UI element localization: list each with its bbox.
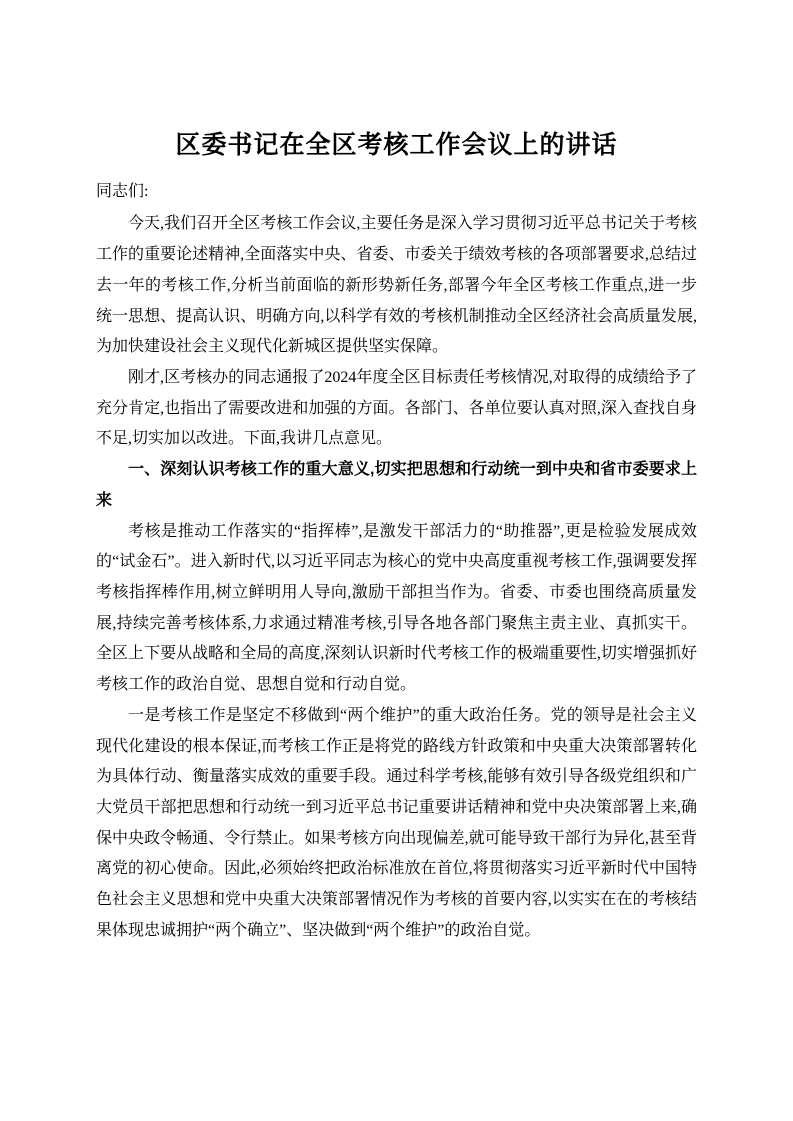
- page-title: 区委书记在全区考核工作会议上的讲话: [175, 131, 618, 159]
- paragraph-1: 今天,我们召开全区考核工作会议,主要任务是深入学习贯彻习近平总书记关于考核工作的重要论述精神,全面落实中央、省委、市委关于绩效考核的各项部署要求,总结过去一年的考核工作,分析当前面临的新形势新任务,部署今年全区考核工作重点,进一步统一思想、提高认识、明确方向,以科学有效的考核机制推动全区经济社会高质量发展,为加快建设社会主义现代化新城区提供坚实保障。: [96, 215, 697, 356]
- salutation: 同志们:: [96, 183, 149, 200]
- paragraph-4: 一是考核工作是坚定不移做到“两个维护”的重大政治任务。党的领导是社会主义现代化建设的根本保证,而考核工作正是将党的路线方针政策和中央重大决策部署转化为具体行动、衡量落实成效的重要手段。通过科学考核,能够有效引导各级党组织和广大党员干部把思想和行动统一到习近平总书记重要讲话精神和党中央决策部署上来,确保中央政令畅通、令行禁止。如果考核方向出现偏差,就可能导致干部行为异化,甚至背离党的初心使命。因此,必须始终把政治标准放在首位,将贯彻落实习近平新时代中国特色社会主义思想和党中央重大决策部署情况作为考核的首要内容,以实实在在的考核结果体现忠诚拥护“两个确立”、坚决做到“两个维护”的政治自觉。: [96, 706, 697, 939]
- paragraph-2: 刚才,区考核办的同志通报了2024年度全区目标责任考核情况,对取得的成绩给予了充分肯定,也指出了需要改进和加强的方面。各部门、各单位要认真对照,深入查找自身不足,切实加以改进。下面,我讲几点意见。: [96, 368, 697, 448]
- section-heading-1: 一、深刻认识考核工作的重大意义,切实把思想和行动统一到中央和省市委要求上来: [96, 461, 697, 509]
- paragraph-3: 考核是推动工作落实的“指挥棒”,是激发干部活力的“助推器”,更是检验发展成效的“试金石”。进入新时代,以习近平同志为核心的党中央高度重视考核工作,强调要发挥考核指挥棒作用,树立鲜明用人导向,激励干部担当作为。省委、市委也围绕高质量发展,持续完善考核体系,力求通过精准考核,引导各地各部门聚焦主责主业、真抓实干。全区上下要从战略和全局的高度,深刻认识新时代考核工作的极端重要性,切实增强抓好考核工作的政治自觉、思想自觉和行动自觉。: [96, 522, 697, 694]
